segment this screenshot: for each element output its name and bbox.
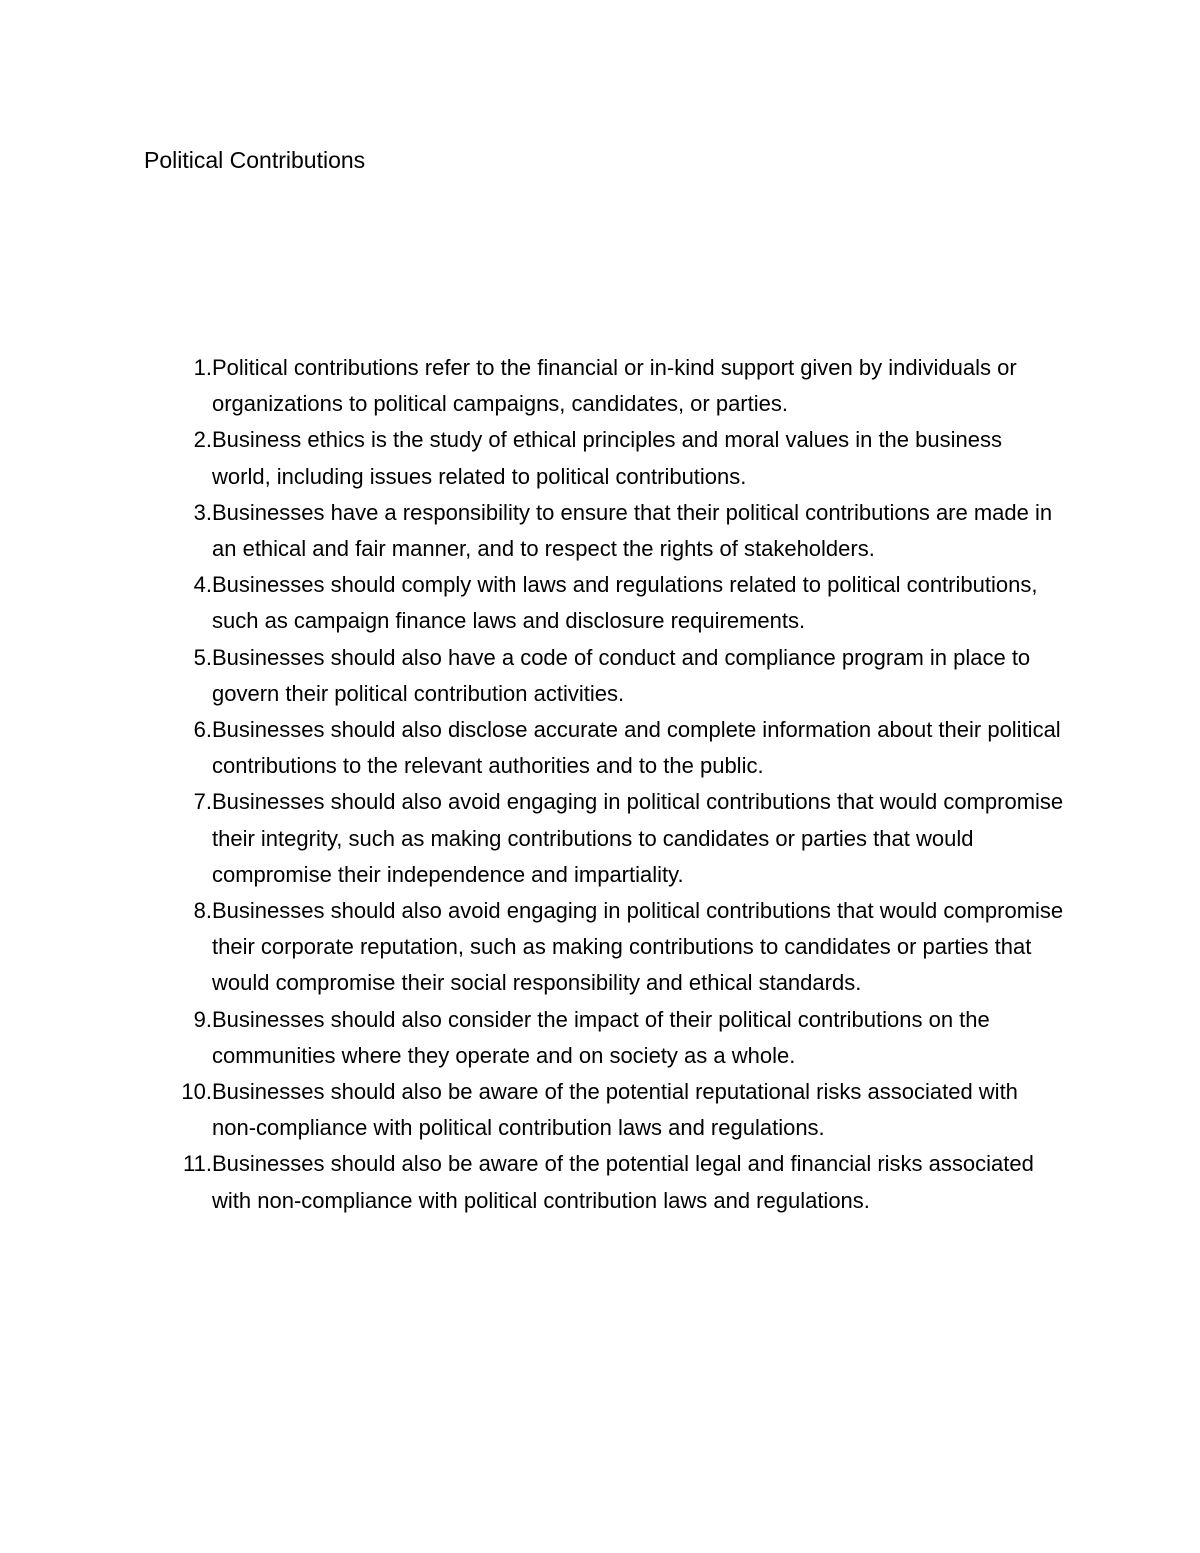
list-item-text: Businesses should also avoid engaging in political contributions that would compromise their corporate reputation, such as making contributions to candidates or parties that would compromise their social responsibility and ethical standards. <box>212 898 1064 996</box>
list-item-text: Businesses should also avoid engaging in political contributions that would compromise their integrity, such as making contributions to candidates or parties that would compromise their independence and impartiality. <box>212 789 1064 887</box>
list-item <box>144 567 1064 639</box>
list-item-text: Businesses should also be aware of the potential legal and financial risks associated with non-compliance with political contribution laws and regulations. <box>212 1151 1034 1213</box>
list-item-number: 2. <box>193 427 212 453</box>
list-item <box>144 422 1064 494</box>
list-item-number: 9. <box>193 1006 212 1032</box>
list-item-text: Political contributions refer to the financial or in-kind support given by individuals or organizations to political campaigns, candidates, or parties. <box>212 355 1017 417</box>
list-item <box>144 350 1064 422</box>
list-item-text: Business ethics is the study of ethical principles and moral values in the business world, including issues related to political contributions. <box>212 427 1002 489</box>
list-item-number: 10. <box>181 1079 212 1105</box>
list-item <box>144 1002 1064 1074</box>
list-item-text: Businesses should also disclose accurate and complete information about their political contributions to the relevant authorities and to the public. <box>212 717 1061 779</box>
list-item-text: Businesses should also have a code of conduct and compliance program in place to govern their political contribution activities. <box>212 644 1031 706</box>
list-item-text: Businesses should also be aware of the potential reputational risks associated with non-compliance with political contribution laws and regulations. <box>212 1079 1018 1141</box>
numbered-list <box>144 350 1064 1219</box>
list-item-number: 6. <box>193 717 212 743</box>
list-item-number: 8. <box>193 898 212 924</box>
document-title: Political Contributions <box>144 147 366 173</box>
list-item-text: Businesses should also consider the impact of their political contributions on the communities where they operate and on society as a whole. <box>212 1006 990 1068</box>
list-item <box>144 640 1064 712</box>
list-item-number: 11. <box>183 1151 212 1177</box>
list-item-number: 1. <box>193 355 212 380</box>
list-item-text: Businesses should comply with laws and regulations related to political contributions, such as campaign finance laws and disclosure requirements. <box>212 572 1038 634</box>
list-item-number: 4. <box>193 572 212 598</box>
list-item-number: 7. <box>193 789 212 815</box>
list-item-text: Businesses have a responsibility to ensure that their political contributions are made in an ethical and fair manner, and to respect the rights of stakeholders. <box>212 499 1053 562</box>
list-item <box>144 712 1064 784</box>
list-item <box>144 893 1064 1002</box>
list-item-number: 3. <box>193 499 212 525</box>
list-item <box>144 1074 1064 1146</box>
list-item <box>144 1146 1064 1218</box>
list-item-number: 5. <box>193 644 212 670</box>
list-item <box>144 495 1064 567</box>
list-item <box>144 784 1064 893</box>
